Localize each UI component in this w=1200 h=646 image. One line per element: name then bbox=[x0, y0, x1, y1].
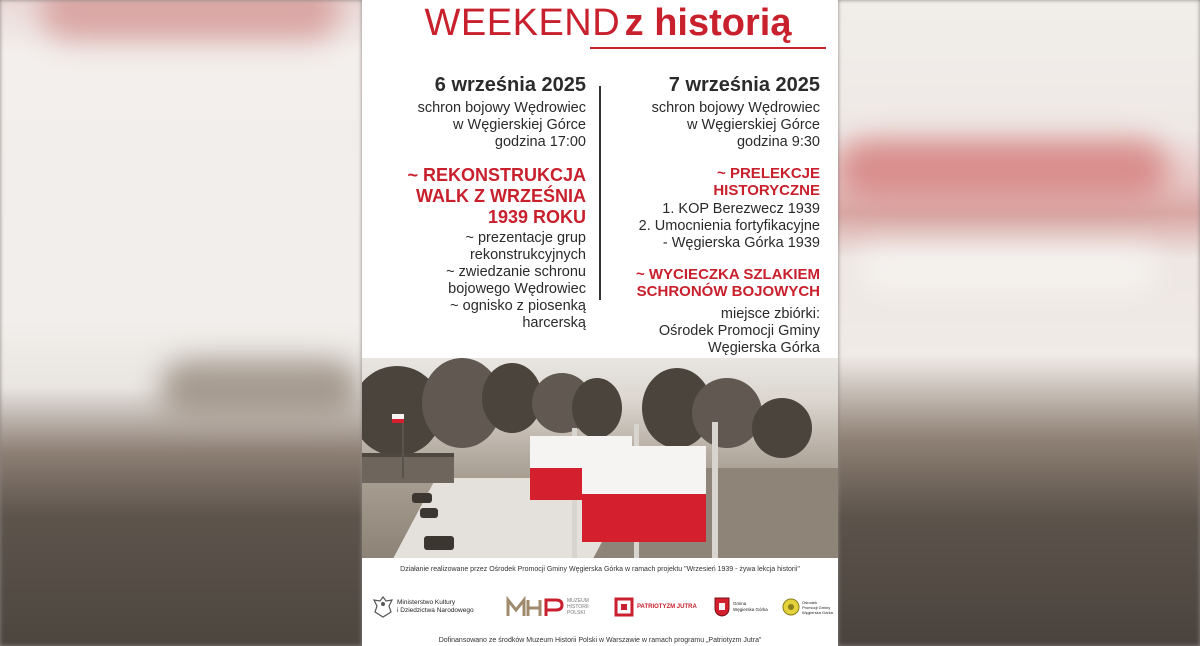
day2-lectures-list bbox=[614, 201, 820, 252]
bunker-building bbox=[362, 453, 454, 483]
title-underline bbox=[590, 47, 826, 49]
funding-note: Dofinansowano ze środków Muzeum Historii Polski w Warszawie w ramach programu „Patriotyzm Jutra” bbox=[438, 637, 762, 644]
day2-time: godzina 9:30 bbox=[736, 134, 820, 150]
list-item: ~ prezentacje grup bbox=[465, 230, 586, 246]
poster-title bbox=[378, 2, 838, 45]
blurred-background-left bbox=[0, 0, 362, 646]
column-divider bbox=[599, 86, 601, 300]
day2-date: 7 września 2025 bbox=[668, 74, 820, 96]
list-item: bojowego Wędrowiec bbox=[448, 281, 586, 297]
day2-lectures-headline: ~ PRELEKCJE HISTORYCZNE bbox=[713, 165, 820, 199]
cannon bbox=[424, 536, 454, 550]
day1-column bbox=[372, 72, 586, 332]
project-note: Działanie realizowane przez Ośrodek Promocji Gminy Węgierska Górka w ramach projektu "Wrzesień 1939 - żywa lekcja historii" bbox=[400, 566, 800, 573]
patriotyzm-jutra-logo: PATRIOTYZM JUTRA bbox=[614, 592, 697, 622]
day2-location: schron bojowy Wędrowiec w Węgierskiej Górce godzina 9:30 bbox=[614, 100, 820, 151]
day1-program-list bbox=[372, 230, 586, 332]
title-z-historia: z historią bbox=[624, 2, 792, 44]
day1-time: godzina 17:00 bbox=[494, 134, 586, 150]
day2-trip-headline: ~ WYCIECZKA SZLAKIEM SCHRONÓW BOJOWYCH bbox=[635, 266, 820, 300]
cannon bbox=[420, 508, 438, 518]
patriotyzm-icon bbox=[614, 597, 634, 617]
osrodek-emblem-icon bbox=[782, 598, 800, 616]
day2-meeting-info: miejsce zbiórki: Ośrodek Promocji Gminy Węgierska Górka bbox=[658, 306, 820, 356]
list-item: ~ zwiedzanie schronu bbox=[446, 264, 586, 280]
osrodek-logo: Ośrodek Promocji Gminy Węgierska Górka bbox=[782, 592, 833, 622]
day1-headline: ~ REKONSTRUKCJA WALK Z WRZEŚNIA 1939 ROKU bbox=[407, 165, 586, 227]
polish-flag bbox=[582, 446, 706, 542]
list-item: - Węgierska Górka 1939 bbox=[662, 235, 820, 251]
eagle-emblem-icon bbox=[372, 595, 394, 619]
title-weekend: WEEKEND bbox=[424, 2, 621, 44]
list-item: 1. KOP Berezwecz 1939 bbox=[662, 201, 820, 217]
blurred-background-right bbox=[838, 0, 1200, 646]
list-item: ~ ognisko z piosenką bbox=[450, 298, 586, 314]
list-item: rekonstrukcyjnych bbox=[469, 247, 586, 263]
day1-location: schron bojowy Wędrowiec w Węgierskiej Górce godzina 17:00 bbox=[372, 100, 586, 151]
museum-logo: MUZEUM HISTORII POLSKI bbox=[506, 592, 589, 622]
day1-date: 6 września 2025 bbox=[434, 74, 586, 96]
museum-mhp-icon bbox=[506, 596, 564, 618]
list-item: harcerską bbox=[522, 315, 586, 331]
event-poster bbox=[362, 0, 838, 646]
ministry-logo: Ministerstwo Kultury i Dziedzictwa Narodowego bbox=[372, 592, 474, 622]
sponsor-logos bbox=[362, 592, 838, 622]
cannon bbox=[412, 493, 432, 503]
coat-of-arms-icon bbox=[714, 597, 730, 617]
bunker-site-photo bbox=[362, 358, 838, 558]
gmina-logo: Gmina Węgierska Górka bbox=[714, 592, 768, 622]
list-item: 2. Umocnienia fortyfikacyjne bbox=[638, 218, 820, 234]
